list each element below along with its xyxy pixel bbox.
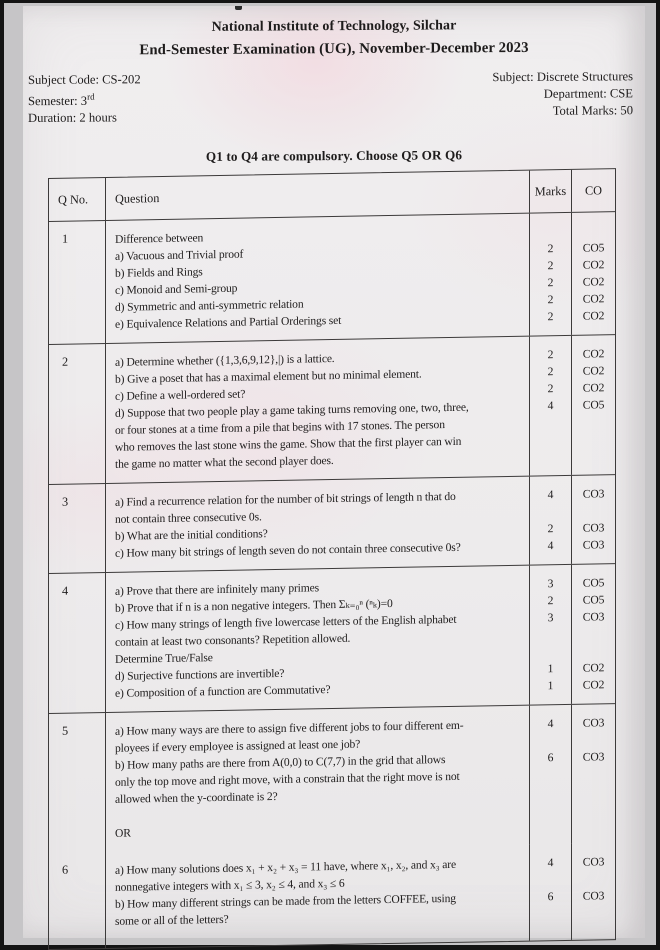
co-value xyxy=(572,413,615,431)
exam-title: End-Semester Examination (UG), November-December 2023 xyxy=(139,39,529,59)
scan-margin xyxy=(4,3,656,945)
marks-value xyxy=(530,503,571,521)
co-value: CO3 xyxy=(582,521,605,535)
question-line: b) What are the initial conditions? xyxy=(115,527,268,544)
meta-right xyxy=(492,68,633,124)
question-line: e) Equivalence Relations and Partial Orderings set xyxy=(115,314,342,332)
co-value: CO2 xyxy=(582,381,605,395)
marks-value: 2 xyxy=(547,276,554,290)
co-cell xyxy=(571,335,615,475)
question-line: a) Vacuous and Trivial proof xyxy=(115,247,244,264)
question-line: a) Find a recurrence relation for the number of bit strings of length n that do xyxy=(115,490,456,510)
co-value: CO2 xyxy=(582,258,605,272)
meta-left xyxy=(28,71,141,127)
co-value: CO5 xyxy=(582,398,605,412)
question-cell xyxy=(105,214,529,343)
question-line: Difference between xyxy=(115,231,204,247)
co-value: CO5 xyxy=(582,593,605,607)
question-line: b) Fields and Rings xyxy=(115,265,203,281)
marks-value xyxy=(530,414,571,432)
marks-value xyxy=(530,905,571,923)
marks-value xyxy=(530,766,571,784)
question-line: b) How many paths are there from A(0,0) to C(7,7) in the grid that allows xyxy=(115,753,446,773)
question-line: the game no matter what the second player does. xyxy=(115,454,334,472)
co-value xyxy=(572,816,615,834)
qno-cell: 5 xyxy=(62,723,69,738)
question-line: d) Symmetric and anti-symmetric relation xyxy=(115,297,304,315)
marks-value xyxy=(530,626,571,644)
co-value xyxy=(572,799,615,817)
marks-value: 2 xyxy=(547,310,554,324)
co-value xyxy=(572,642,615,660)
marks-cell xyxy=(529,213,571,336)
marks-value: 4 xyxy=(547,539,554,553)
qno-cell: 6 xyxy=(62,862,69,877)
co-value: CO2 xyxy=(582,364,605,378)
marks-value: 1 xyxy=(547,679,554,693)
question-line: contain at least two consonants? Repetition allowed. xyxy=(115,631,351,650)
marks-cell xyxy=(529,565,571,705)
question-line: only the top move and right move, with a constrain that the right move is not xyxy=(115,770,460,790)
meta-line: Subject: Discrete Structures xyxy=(492,69,633,85)
question-line: a) How many solutions does x₁ + x₂ + x₃ = 11 have, where x₁, x₂, and x₃ are xyxy=(115,858,456,878)
marks-cell xyxy=(529,336,571,476)
question-line: not contain three consecutive 0s. xyxy=(115,510,262,527)
co-value: CO3 xyxy=(582,855,605,869)
marks-value: 4 xyxy=(547,488,554,502)
scan-artifact-mark xyxy=(235,6,242,10)
question-line: b) Prove that if n is a non negative integers. Then Σₖ₌₀ⁿ (ⁿₖ)=0 xyxy=(115,597,393,616)
question-line: OR xyxy=(115,826,131,841)
marks-value xyxy=(530,643,571,661)
meta-line: Department: CSE xyxy=(543,86,633,101)
marks-value xyxy=(530,871,571,889)
co-value: CO3 xyxy=(582,716,605,730)
question-line: ployees if every employee is assigned at least one job? xyxy=(115,737,361,756)
marks-value: 6 xyxy=(547,751,554,765)
header-question: Question xyxy=(105,171,529,220)
exam-paper-page xyxy=(23,6,645,938)
question-row-2 xyxy=(49,334,615,484)
marks-cell xyxy=(529,705,571,845)
co-value xyxy=(572,870,615,888)
co-value: CO5 xyxy=(582,241,605,255)
marks-value: 2 xyxy=(547,259,554,273)
question-line: b) How many different strings can be made from the letters COFFEE, using xyxy=(115,892,456,912)
question-line: c) How many strings of length five lowercase letters of the English alphabet xyxy=(115,613,457,633)
marks-value xyxy=(530,732,571,750)
question-line: c) How many bit strings of length seven do not contain three consecutive 0s? xyxy=(115,540,461,561)
question-cell xyxy=(105,706,529,852)
instruction-line: Q1 to Q4 are compulsory. Choose Q5 OR Q6 xyxy=(205,147,463,165)
co-value: CO2 xyxy=(582,678,605,692)
question-line: allowed when the y-coordinate is 2? xyxy=(115,790,278,807)
marks-value xyxy=(530,223,571,241)
question-cell xyxy=(105,477,529,572)
question-row-1 xyxy=(49,212,615,344)
question-line: d) Suppose that two people play a game taking turns removing one, two, three, xyxy=(115,400,469,421)
meta-line: Total Marks: 50 xyxy=(552,103,633,118)
question-line: e) Composition of a function are Commutative? xyxy=(115,683,331,701)
co-value: CO3 xyxy=(582,750,605,764)
marks-value: 2 xyxy=(547,348,554,362)
co-value: CO3 xyxy=(582,538,605,552)
marks-value: 4 xyxy=(547,717,554,731)
co-value: CO2 xyxy=(582,347,605,361)
question-line: who removes the last stone wins the game. Show that the first player can win xyxy=(115,434,462,455)
marks-cell xyxy=(529,476,571,565)
marks-value: 2 xyxy=(547,293,554,307)
co-value xyxy=(572,782,615,800)
co-cell xyxy=(571,475,615,564)
question-line: c) Define a well-ordered set? xyxy=(115,387,246,404)
marks-value: 6 xyxy=(547,890,554,904)
question-cell xyxy=(105,566,529,712)
marks-value: 2 xyxy=(547,365,554,379)
co-value: CO2 xyxy=(582,275,605,289)
question-line: a) Prove that there are infinitely many primes xyxy=(115,581,319,599)
marks-value xyxy=(530,817,571,835)
marks-value: 2 xyxy=(547,382,554,396)
marks-value: 3 xyxy=(547,611,554,625)
marks-cell xyxy=(529,844,571,941)
co-cell xyxy=(571,843,615,940)
co-value xyxy=(572,447,615,465)
question-row-4 xyxy=(49,563,615,713)
marks-value xyxy=(530,783,571,801)
table-body xyxy=(49,212,615,949)
marks-value: 1 xyxy=(547,662,554,676)
qno-cell: 4 xyxy=(62,583,69,598)
question-table xyxy=(48,168,616,950)
co-value: CO2 xyxy=(582,661,605,675)
co-value: CO3 xyxy=(582,610,605,624)
co-value xyxy=(572,904,615,922)
question-line: c) Monoid and Semi-group xyxy=(115,281,238,298)
marks-value xyxy=(530,800,571,818)
question-line: b) Give a poset that has a maximal element but no minimal element. xyxy=(115,367,422,387)
meta-line: Semester: 3rd xyxy=(28,91,95,109)
co-value xyxy=(572,430,615,448)
marks-value: 2 xyxy=(547,594,554,608)
marks-value: 2 xyxy=(547,522,554,536)
question-line: some or all of the letters? xyxy=(115,913,229,929)
question-line: or four stones at a time from a pile that begins with 17 stones. The person xyxy=(115,418,445,438)
question-line: d) Surjective functions are invertible? xyxy=(115,667,285,684)
co-value xyxy=(572,765,615,783)
header-qno: Q No. xyxy=(58,191,89,207)
marks-value xyxy=(530,448,571,466)
co-cell xyxy=(571,564,615,704)
meta-line: Subject Code: CS-202 xyxy=(28,72,141,87)
qno-cell: 2 xyxy=(62,354,69,369)
question-cell xyxy=(105,337,529,483)
institute-title: National Institute of Technology, Silchar xyxy=(211,18,457,35)
question-cell xyxy=(105,845,529,948)
marks-value: 4 xyxy=(547,856,554,870)
header-co: CO xyxy=(571,169,615,212)
co-value: CO5 xyxy=(582,576,605,590)
exam-meta xyxy=(23,68,645,127)
question-row-5 xyxy=(49,703,615,853)
co-value: CO2 xyxy=(582,309,605,323)
co-cell xyxy=(571,212,615,335)
qno-cell: 3 xyxy=(62,494,69,509)
qno-cell: 1 xyxy=(62,231,69,246)
co-value: CO3 xyxy=(582,487,605,501)
co-value xyxy=(572,222,615,240)
question-row-3 xyxy=(49,474,615,573)
co-value: CO2 xyxy=(582,292,605,306)
marks-value: 2 xyxy=(547,242,554,256)
question-line: Determine True/False xyxy=(115,651,213,667)
question-line: nonnegative integers with x₁ ≤ 3, x₂ ≤ 4, and x₃ ≤ 6 xyxy=(115,877,345,895)
exam-header xyxy=(23,17,645,166)
co-value xyxy=(572,502,615,520)
question-line: a) Determine whether ({1,3,6,9,12},|) is a lattice. xyxy=(115,352,335,370)
co-value xyxy=(572,731,615,749)
question-line: a) How many ways are there to assign five different jobs to four different em- xyxy=(115,718,464,739)
co-value xyxy=(572,625,615,643)
co-value: CO3 xyxy=(582,889,605,903)
co-cell xyxy=(571,704,615,844)
marks-value xyxy=(530,431,571,449)
question-row-6 xyxy=(49,843,615,949)
marks-value: 4 xyxy=(547,399,554,413)
marks-value: 3 xyxy=(547,577,554,591)
header-marks: Marks xyxy=(529,170,571,213)
meta-line: Duration: 2 hours xyxy=(28,110,117,126)
